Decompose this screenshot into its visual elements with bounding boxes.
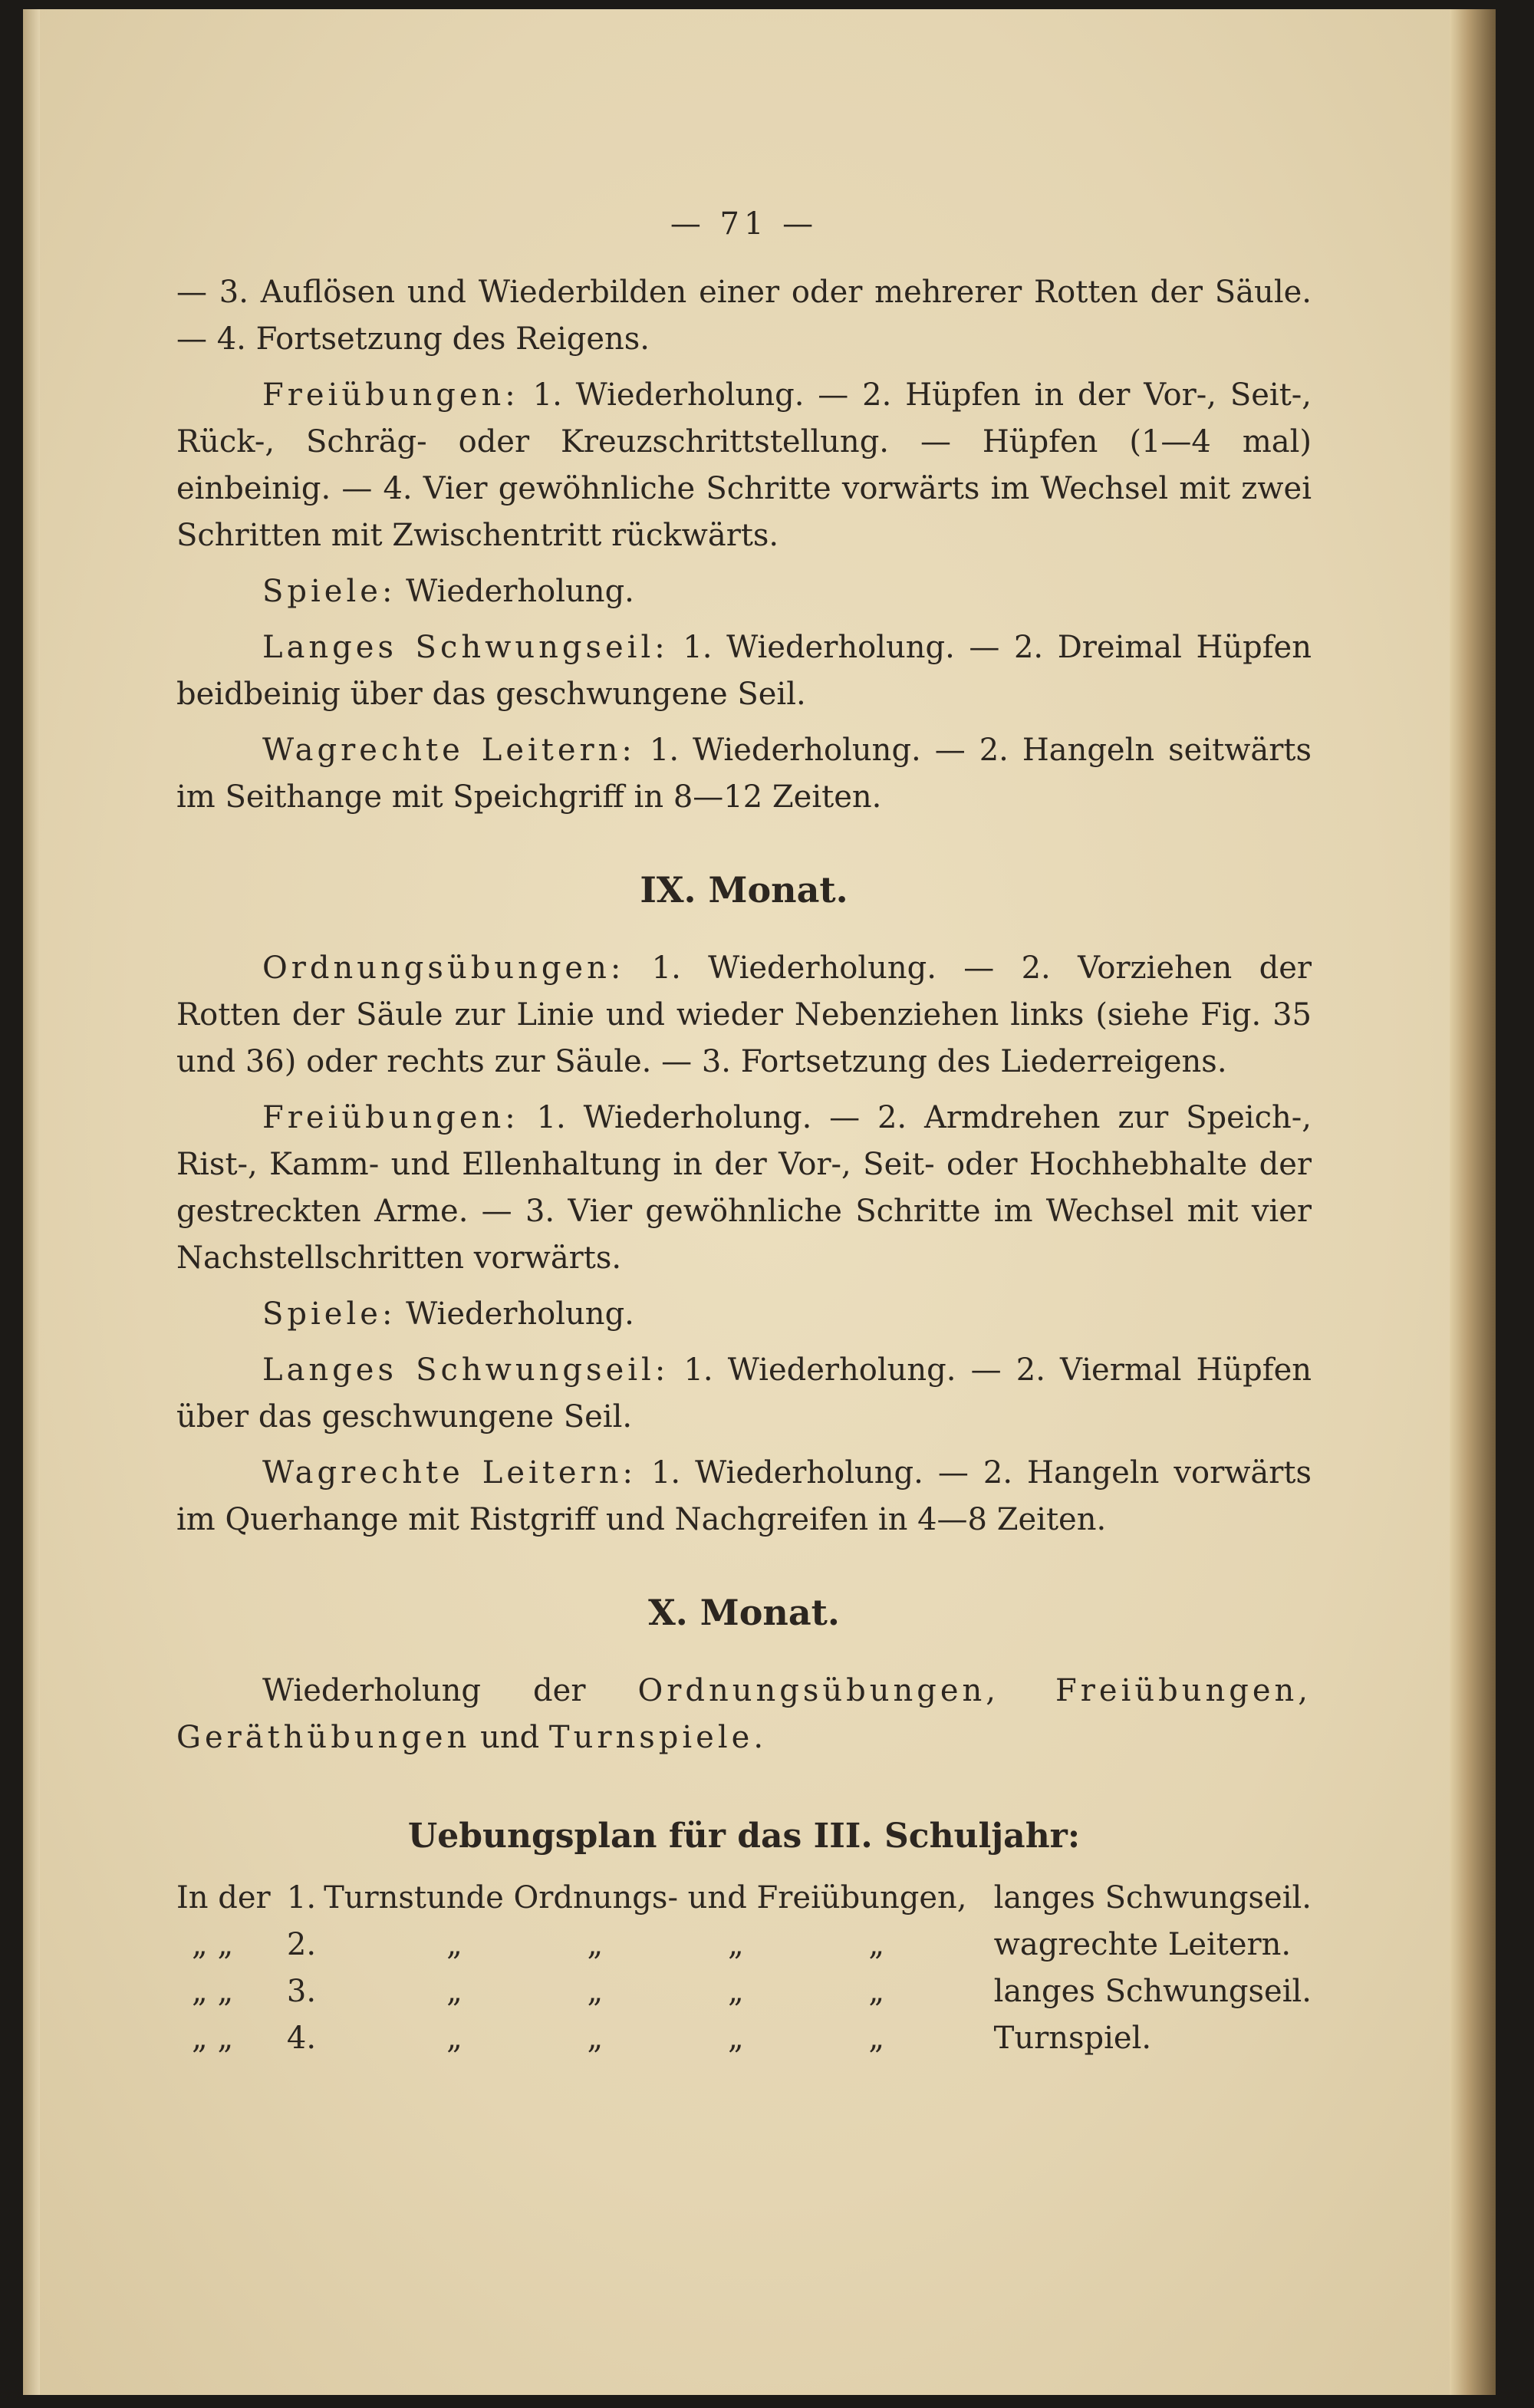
item-text: 1. Wiederholung. — 2. Dreimal Hüpfen beidbeinig über das geschwungene Seil. — [176, 630, 1312, 712]
item-label: Freiübungen: — [262, 1100, 519, 1135]
item-label: Langes Schwungseil: — [262, 630, 669, 665]
section-heading-ix: IX. Monat. — [640, 869, 848, 911]
plan-prefix: „ „ — [192, 1927, 234, 1962]
item-text: 1. Wiederholung. — 2. Hangeln vorwärts im Querhange mit Ristgriff und Nachgreifen in 4—8 Zeiten. — [176, 1455, 1312, 1537]
plan-middle: „ „ „ „ — [446, 2021, 885, 2056]
plan-apparatus: langes Schwungseil. — [993, 1880, 1312, 1916]
ix-freiuebungen — [176, 1095, 1312, 1282]
viii-leitern — [176, 727, 1312, 821]
plan-number: 1. — [286, 1880, 317, 1916]
plan-row — [176, 2015, 1312, 2062]
item-text: 1. Wiederholung. — 2. Hüpfen in der Vor-, Seit-, Rück-, Schräg- oder Kreuzschrittstellung. — Hüpfen (1—4 mal) einbeinig. — 4. Vier gewöhnliche Schritte vorwärts im Wechsel mit zwei Schritten mit Zwischentritt rückwärts. — [176, 377, 1312, 553]
plan-number: 2. — [286, 1927, 317, 1962]
x-text-d: Turnspiele — [548, 1720, 754, 1755]
x-paragraph — [176, 1668, 1312, 1761]
item-label: Freiübungen: — [262, 377, 519, 413]
viii-freiuebungen — [176, 372, 1312, 559]
ix-leitern — [176, 1450, 1312, 1543]
item-text: Wiederholung. — [396, 574, 634, 609]
item-text: 1. Wiederholung. — 2. Armdrehen zur Speich-, Rist-, Kamm- und Ellenhaltung in der Vor-, Seit- oder Hochhebhalte der gestreckten Arme. — 3. Vier gewöhnliche Schritte im Wechsel mit vier Nachstellschritten vorwärts. — [176, 1100, 1312, 1276]
page-left-edge — [23, 9, 40, 2395]
page-content — [176, 201, 1312, 2062]
x-text-e: . — [753, 1720, 764, 1755]
plan-table — [176, 1875, 1312, 2062]
item-label: Wagrechte Leitern: — [262, 733, 636, 768]
x-text-c: und — [470, 1720, 549, 1755]
plan-prefix: „ „ — [192, 2021, 234, 2056]
continuation-paragraph: — 3. Auflösen und Wiederbilden einer oder mehrerer Rotten der Säule. — 4. Fortsetzung des Reigens. — [176, 275, 1312, 357]
item-text: 1. Wiederholung. — 2. Hangeln seitwärts im Seithange mit Speichgriff in 8—12 Zeiten. — [176, 733, 1312, 815]
page-gutter — [1450, 9, 1496, 2395]
item-text: 1. Wiederholung. — 2. Vorziehen der Rotten der Säule zur Linie und wieder Nebenziehen links (siehe Fig. 35 und 36) oder rechts zur Säule. — 3. Fortsetzung des Liederreigens. — [176, 950, 1312, 1079]
plan-apparatus: langes Schwungseil. — [993, 1974, 1312, 2009]
item-label: Ordnungsübungen: — [262, 950, 625, 986]
plan-prefix: In der — [176, 1880, 271, 1916]
viii-schwungseil — [176, 624, 1312, 718]
book-page — [23, 9, 1496, 2395]
item-label: Langes Schwungseil: — [262, 1352, 670, 1388]
x-text-b: Ordnungsübungen, Freiübungen, Geräthübungen — [176, 1673, 1312, 1755]
item-label: Spiele: — [262, 1296, 397, 1332]
item-text: 1. Wiederholung. — 2. Viermal Hüpfen über das geschwungene Seil. — [176, 1352, 1312, 1435]
plan-prefix: „ „ — [192, 1974, 234, 2009]
page-number: — 71 — — [670, 206, 818, 242]
x-text-a: Wiederholung der — [262, 1673, 638, 1708]
plan-middle: „ „ „ „ — [446, 1927, 885, 1962]
item-label: Spiele: — [262, 574, 397, 609]
plan-apparatus: Turnspiel. — [993, 2021, 1152, 2056]
plan-number: 4. — [286, 2021, 317, 2056]
ix-ordnungsuebungen — [176, 945, 1312, 1085]
viii-spiele — [176, 568, 1312, 615]
plan-row — [176, 1875, 1312, 1922]
plan-row — [176, 1922, 1312, 1968]
item-text: Wiederholung. — [396, 1296, 634, 1332]
item-label: Wagrechte Leitern: — [262, 1455, 637, 1491]
section-heading-x: X. Monat. — [648, 1592, 840, 1633]
plan-apparatus: wagrechte Leitern. — [993, 1927, 1292, 1962]
plan-middle: „ „ „ „ — [446, 1974, 885, 2009]
plan-middle: Turnstunde Ordnungs- und Freiübungen, — [324, 1880, 967, 1916]
plan-heading: Uebungsplan für das III. Schuljahr: — [407, 1817, 1081, 1856]
plan-number: 3. — [286, 1974, 317, 2009]
plan-row — [176, 1968, 1312, 2015]
ix-schwungseil — [176, 1347, 1312, 1441]
ix-spiele — [176, 1291, 1312, 1338]
